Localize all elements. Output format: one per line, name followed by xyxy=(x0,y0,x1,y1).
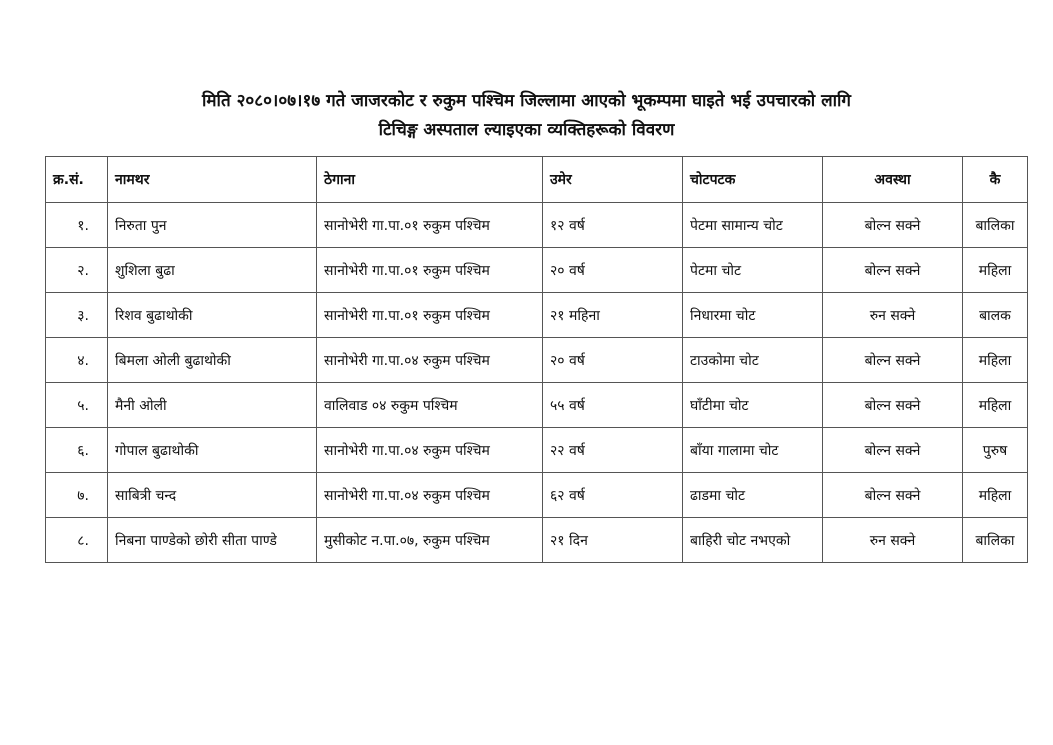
cell-condition: बोल्न सक्ने xyxy=(823,473,963,518)
cell-sn: ७. xyxy=(46,473,108,518)
cell-condition: बोल्न सक्ने xyxy=(823,248,963,293)
cell-address: सानोभेरी गा.पा.०४ रुकुम पश्चिम xyxy=(317,428,543,473)
cell-injury: घाँटीमा चोट xyxy=(683,383,823,428)
cell-injury: पेटमा चोट xyxy=(683,248,823,293)
table-row xyxy=(46,518,1028,563)
cell-category: महिला xyxy=(963,248,1028,293)
cell-age: ५५ वर्ष xyxy=(543,383,683,428)
cell-age: २० वर्ष xyxy=(543,338,683,383)
table-row xyxy=(46,293,1028,338)
header-condition: अवस्था xyxy=(823,157,963,203)
cell-category: महिला xyxy=(963,338,1028,383)
cell-injury: निधारमा चोट xyxy=(683,293,823,338)
table-row xyxy=(46,248,1028,293)
cell-injury: बाँया गालामा चोट xyxy=(683,428,823,473)
cell-condition: रुन सक्ने xyxy=(823,293,963,338)
cell-injury: पेटमा सामान्य चोट xyxy=(683,203,823,248)
cell-injury: ढाडमा चोट xyxy=(683,473,823,518)
document-title-line-2: टिचिङ्ग अस्पताल ल्याइएका व्यक्तिहरूको विवरण xyxy=(378,120,675,140)
cell-injury: बाहिरी चोट नभएको xyxy=(683,518,823,563)
cell-condition: बोल्न सक्ने xyxy=(823,383,963,428)
cell-name: रिशव बुढाथोकी xyxy=(108,293,317,338)
cell-address: सानोभेरी गा.पा.०१ रुकुम पश्चिम xyxy=(317,248,543,293)
header-age: उमेर xyxy=(543,157,683,203)
cell-sn: ५. xyxy=(46,383,108,428)
cell-injury: टाउकोमा चोट xyxy=(683,338,823,383)
cell-sn: १. xyxy=(46,203,108,248)
table-row xyxy=(46,473,1028,518)
cell-category: महिला xyxy=(963,383,1028,428)
cell-name: बिमला ओली बुढाथोकी xyxy=(108,338,317,383)
cell-sn: ६. xyxy=(46,428,108,473)
header-sn: क्र.सं. xyxy=(46,157,108,203)
cell-sn: २. xyxy=(46,248,108,293)
cell-age: २१ महिना xyxy=(543,293,683,338)
cell-sn: ३. xyxy=(46,293,108,338)
cell-address: सानोभेरी गा.पा.०१ रुकुम पश्चिम xyxy=(317,203,543,248)
cell-category: बालिका xyxy=(963,203,1028,248)
cell-address: सानोभेरी गा.पा.०४ रुकुम पश्चिम xyxy=(317,338,543,383)
cell-name: शुशिला बुढा xyxy=(108,248,317,293)
header-name: नामथर xyxy=(108,157,317,203)
header-address: ठेगाना xyxy=(317,157,543,203)
cell-address: मुसीकोट न.पा.०७, रुकुम पश्चिम xyxy=(317,518,543,563)
cell-age: २१ दिन xyxy=(543,518,683,563)
injured-persons-table xyxy=(45,156,1028,563)
table-row xyxy=(46,203,1028,248)
cell-address: सानोभेरी गा.पा.०१ रुकुम पश्चिम xyxy=(317,293,543,338)
cell-condition: रुन सक्ने xyxy=(823,518,963,563)
table-row xyxy=(46,428,1028,473)
cell-name: गोपाल बुढाथोकी xyxy=(108,428,317,473)
header-category: कै xyxy=(963,157,1028,203)
document-title-line-1: मिति २०८०।०७।१७ गते जाजरकोट र रुकुम पश्चिम जिल्लामा आएको भूकम्पमा घाइते भई उपचारको लागि xyxy=(201,91,851,111)
cell-category: बालक xyxy=(963,293,1028,338)
cell-age: ६२ वर्ष xyxy=(543,473,683,518)
table-row xyxy=(46,338,1028,383)
cell-sn: ४. xyxy=(46,338,108,383)
cell-age: १२ वर्ष xyxy=(543,203,683,248)
table-row xyxy=(46,383,1028,428)
cell-address: वालिवाड ०४ रुकुम पश्चिम xyxy=(317,383,543,428)
cell-name: मैनी ओली xyxy=(108,383,317,428)
cell-condition: बोल्न सक्ने xyxy=(823,428,963,473)
cell-name: निरुता पुन xyxy=(108,203,317,248)
cell-condition: बोल्न सक्ने xyxy=(823,203,963,248)
cell-age: २० वर्ष xyxy=(543,248,683,293)
cell-category: महिला xyxy=(963,473,1028,518)
cell-sn: ८. xyxy=(46,518,108,563)
cell-age: २२ वर्ष xyxy=(543,428,683,473)
cell-condition: बोल्न सक्ने xyxy=(823,338,963,383)
cell-category: बालिका xyxy=(963,518,1028,563)
cell-address: सानोभेरी गा.पा.०४ रुकुम पश्चिम xyxy=(317,473,543,518)
cell-category: पुरुष xyxy=(963,428,1028,473)
table-header-row xyxy=(46,157,1028,203)
header-injury: चोटपटक xyxy=(683,157,823,203)
cell-name: निबना पाण्डेको छोरी सीता पाण्डे xyxy=(108,518,317,563)
cell-name: साबित्री चन्द xyxy=(108,473,317,518)
